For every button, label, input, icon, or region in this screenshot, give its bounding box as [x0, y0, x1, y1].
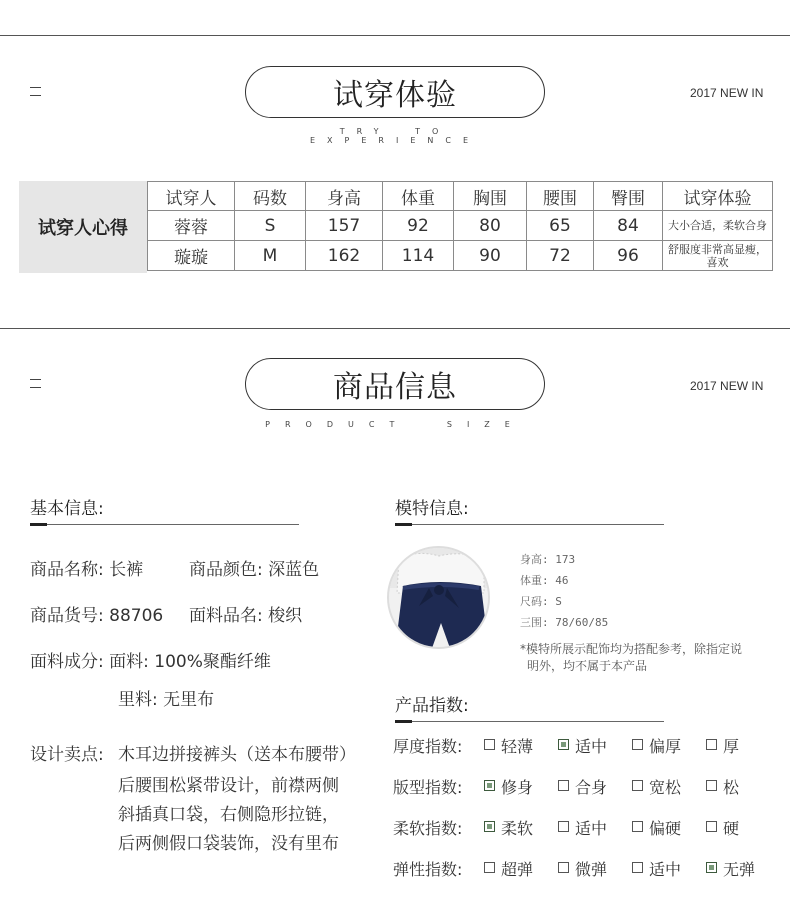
feature-line: 后腰围松紧带设计，前襟两侧 — [118, 776, 339, 796]
fabric-name: 面料品名: 梭织 — [189, 606, 303, 626]
table-cell: 157 — [306, 211, 383, 241]
table-cell: 80 — [454, 211, 527, 241]
checkbox-icon — [484, 739, 495, 750]
option-label: 合身 — [575, 778, 608, 797]
table-header: 腰围 — [527, 182, 594, 211]
feature-line: 木耳边拼接裤头（送本布腰带） — [118, 745, 356, 765]
option-label: 无弹 — [723, 860, 756, 879]
option-label: 适中 — [649, 860, 682, 879]
option-label: 厚 — [723, 737, 740, 756]
fitting-subtitle: TRY TO EXPERIENCE — [309, 127, 480, 145]
option-label: 松 — [723, 778, 740, 797]
model-photo — [387, 546, 490, 649]
option-label: 修身 — [501, 778, 534, 797]
option-label: 宽松 — [649, 778, 682, 797]
checkbox-checked-icon — [558, 739, 569, 750]
index-option[interactable] — [484, 857, 533, 880]
index-option[interactable] — [632, 816, 681, 839]
option-label: 适中 — [575, 737, 608, 756]
lining: 里料: 无里布 — [118, 690, 215, 710]
index-label: 柔软指数: — [393, 819, 463, 838]
fitting-title: 试穿体验 — [245, 66, 545, 118]
checkbox-icon — [484, 862, 495, 873]
option-label: 偏厚 — [649, 737, 682, 756]
index-option[interactable] — [558, 816, 607, 839]
section-mark — [30, 379, 41, 388]
table-header: 身高 — [306, 182, 383, 211]
index-option[interactable] — [632, 734, 681, 757]
table-cell: 114 — [383, 241, 454, 271]
table-header: 臀围 — [594, 182, 663, 211]
table-header-row — [148, 182, 773, 211]
index-option[interactable] — [484, 816, 533, 839]
table-header: 体重 — [383, 182, 454, 211]
index-option[interactable] — [706, 857, 755, 880]
top-divider — [0, 35, 790, 36]
checkbox-icon — [558, 780, 569, 791]
fitting-label: 试穿人心得 — [19, 181, 147, 273]
fitting-table — [147, 181, 773, 271]
table-cell: 72 — [527, 241, 594, 271]
table-header: 试穿体验 — [663, 182, 773, 211]
option-label: 适中 — [575, 819, 608, 838]
table-row — [148, 241, 773, 271]
model-weight: 体重: 46 — [520, 574, 569, 587]
model-measurements: 三围: 78/60/85 — [520, 616, 609, 629]
table-cell: 璇璇 — [148, 241, 235, 271]
table-cell: M — [235, 241, 306, 271]
model-note: *模特所展示配饰均为搭配参考，除指定说 — [520, 642, 743, 656]
table-cell: 90 — [454, 241, 527, 271]
checkbox-icon — [632, 862, 643, 873]
basic-info-underline — [30, 524, 299, 525]
feature-line: 后两侧假口袋装饰，没有里布 — [118, 834, 339, 854]
basic-info-heading: 基本信息: — [30, 499, 104, 519]
table-cell: S — [235, 211, 306, 241]
index-option[interactable] — [632, 775, 681, 798]
product-tag: 2017 NEW IN — [690, 379, 764, 393]
model-note: 明外，均不属于本产品 — [527, 659, 648, 673]
product-title: 商品信息 — [245, 358, 545, 410]
index-option[interactable] — [558, 857, 607, 880]
checkbox-icon — [558, 821, 569, 832]
table-row — [148, 211, 773, 241]
checkbox-icon — [706, 780, 717, 791]
table-header: 试穿人 — [148, 182, 235, 211]
option-label: 偏硬 — [649, 819, 682, 838]
checkbox-checked-icon — [484, 821, 495, 832]
index-label: 弹性指数: — [393, 860, 463, 879]
table-cell: 96 — [594, 241, 663, 271]
option-label: 柔软 — [501, 819, 534, 838]
table-cell: 蓉蓉 — [148, 211, 235, 241]
checkbox-icon — [706, 739, 717, 750]
model-illustration — [389, 548, 490, 649]
table-header: 胸围 — [454, 182, 527, 211]
features-label: 设计卖点: — [30, 745, 104, 765]
fitting-tag: 2017 NEW IN — [690, 86, 764, 100]
checkbox-icon — [632, 821, 643, 832]
product-subtitle: PRODUCT SIZE — [265, 420, 525, 429]
checkbox-icon — [632, 780, 643, 791]
model-info-heading: 模特信息: — [395, 499, 469, 519]
table-header: 码数 — [235, 182, 306, 211]
index-option[interactable] — [484, 775, 533, 798]
checkbox-icon — [706, 821, 717, 832]
index-option[interactable] — [706, 816, 739, 839]
option-label: 微弹 — [575, 860, 608, 879]
model-size: 尺码: S — [520, 595, 562, 608]
table-cell: 92 — [383, 211, 454, 241]
model-info-underline — [395, 524, 664, 525]
product-name: 商品名称: 长裤 — [30, 560, 144, 580]
checkbox-checked-icon — [484, 780, 495, 791]
index-label: 厚度指数: — [393, 737, 463, 756]
index-option[interactable] — [558, 734, 607, 757]
indices-underline — [395, 721, 664, 722]
fabric-composition: 面料成分: 面料: 100%聚酯纤维 — [30, 652, 271, 672]
index-option[interactable] — [632, 857, 681, 880]
index-option[interactable] — [706, 734, 739, 757]
product-color: 商品颜色: 深蓝色 — [189, 560, 320, 580]
checkbox-icon — [632, 739, 643, 750]
option-label: 硬 — [723, 819, 740, 838]
table-cell: 大小合适，柔软合身 — [663, 211, 773, 241]
middle-divider — [0, 328, 790, 329]
option-label: 超弹 — [501, 860, 534, 879]
table-cell: 65 — [527, 211, 594, 241]
option-label: 轻薄 — [501, 737, 534, 756]
index-option[interactable] — [558, 775, 607, 798]
section-mark — [30, 87, 41, 96]
index-label: 版型指数: — [393, 778, 463, 797]
checkbox-checked-icon — [706, 862, 717, 873]
product-sku: 商品货号: 88706 — [30, 606, 164, 626]
model-height: 身高: 173 — [520, 553, 576, 566]
table-cell: 162 — [306, 241, 383, 271]
checkbox-icon — [558, 862, 569, 873]
feature-line: 斜插真口袋，右侧隐形拉链， — [118, 805, 339, 825]
index-option[interactable] — [484, 734, 533, 757]
index-option[interactable] — [706, 775, 739, 798]
table-cell: 84 — [594, 211, 663, 241]
indices-heading: 产品指数: — [395, 696, 469, 716]
table-cell: 舒服度非常高显瘦，喜欢 — [663, 241, 773, 271]
